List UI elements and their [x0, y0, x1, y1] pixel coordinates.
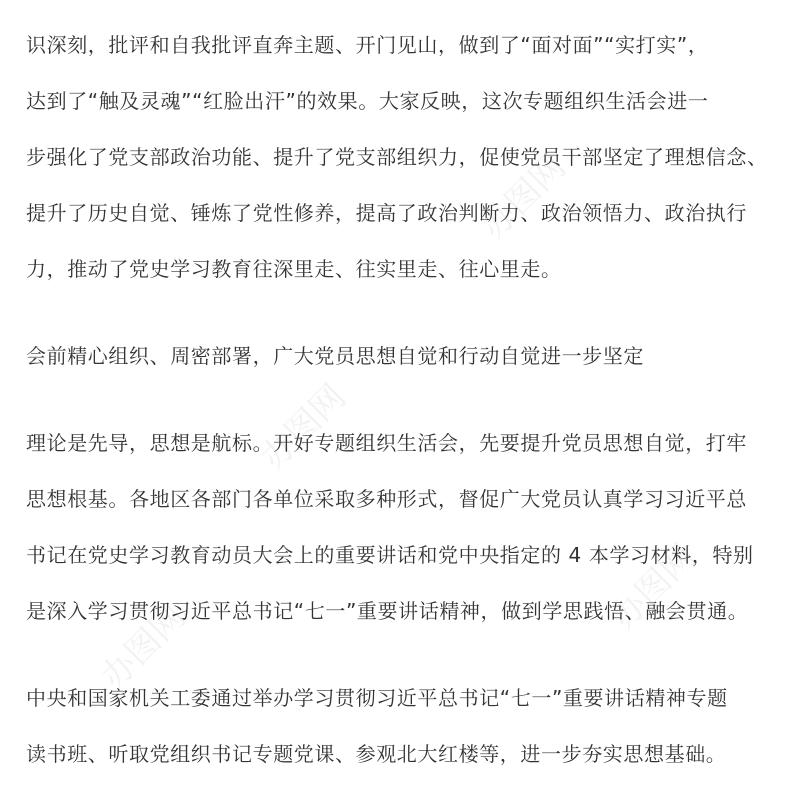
- watermark: 办图网: [93, 596, 194, 698]
- paragraph-line: 力，推动了党史学习教育往深里走、往实里走、往心里走。: [26, 257, 562, 281]
- paragraph-line: 提升了历史自觉、锤炼了党性修养，提高了政治判断力、政治领悟力、政治执行: [26, 201, 747, 225]
- paragraph-line: 思想根基。各地区各部门各单位采取多种形式，督促广大党员认真学习习近平总: [26, 487, 747, 511]
- paragraph-line: 理论是先导，思想是航标。开好专题组织生活会，先要提升党员思想自觉，打牢: [26, 431, 747, 455]
- paragraph-line: 达到了“触及灵魂”“红脸出汗”的效果。大家反映，这次专题组织生活会进一: [26, 89, 709, 113]
- paragraph-line: 识深刻，批评和自我批评直奔主题、开门见山，做到了“面对面”“实打实”，: [26, 33, 709, 57]
- watermark: 办图网: [603, 536, 704, 638]
- paragraph-line: 步强化了党支部政治功能、提升了党支部组织力，促使党员干部坚定了理想信念、: [26, 145, 768, 169]
- section-heading: 会前精心组织、周密部署，广大党员思想自觉和行动自觉进一步坚定: [26, 344, 644, 368]
- watermark: 办图网: [473, 146, 574, 248]
- paragraph-line: 中央和国家机关工委通过举办学习贯彻习近平总书记“七一”重要讲话精神专题: [26, 686, 728, 710]
- paragraph-line: 读书班、听取党组织书记专题党课、参观北大红楼等，进一步夯实思想基础。: [26, 742, 727, 766]
- watermark: 办图网: [253, 376, 354, 478]
- paragraph-line: 是深入学习贯彻习近平总书记“七一”重要讲话精神，做到学思践悟、融会贯通。: [26, 599, 749, 623]
- paragraph-line: 书记在党史学习教育动员大会上的重要讲话和党中央指定的 4 本学习材料，特别: [26, 543, 754, 567]
